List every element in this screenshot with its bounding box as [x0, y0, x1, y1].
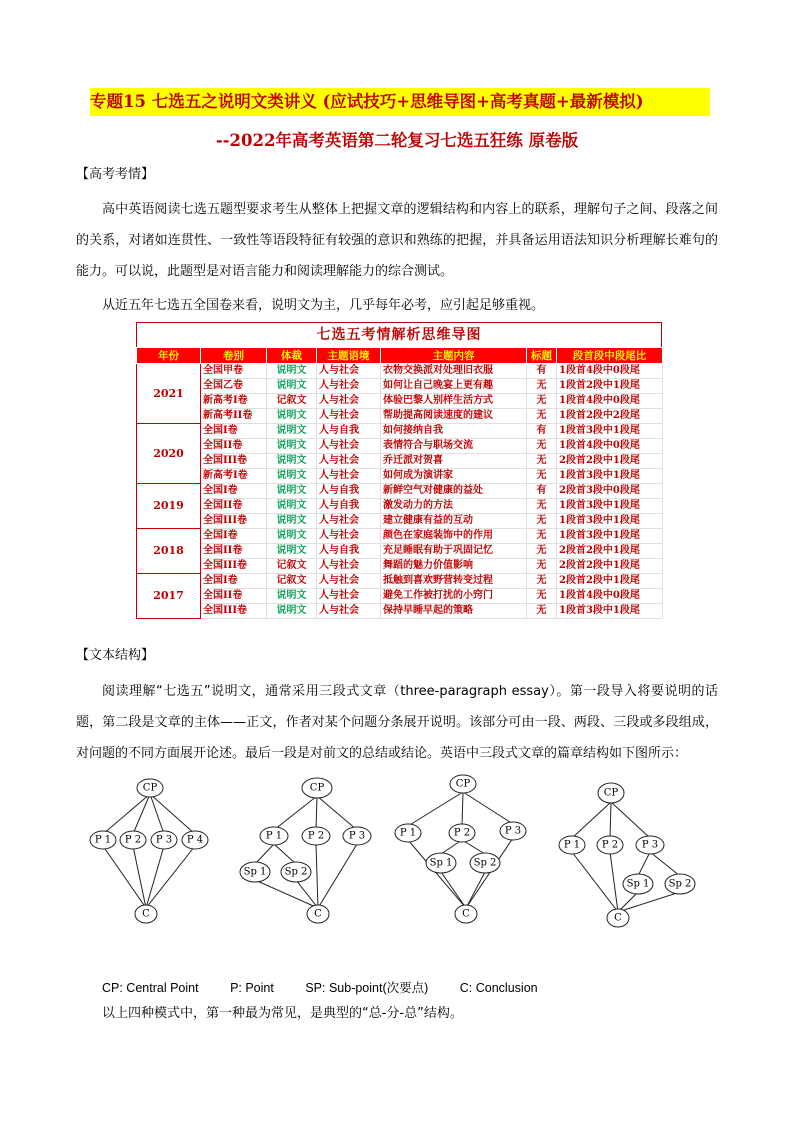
ratio-cell: 1段首4段中0段尾 — [557, 364, 663, 379]
context-cell: 人与自我 — [317, 499, 381, 514]
context-cell: 人与社会 — [317, 364, 381, 379]
context-cell: 人与社会 — [317, 469, 381, 484]
ratio-cell: 2段首3段中0段尾 — [557, 484, 663, 499]
table-row — [137, 394, 663, 409]
topic-cell: 充足睡眠有助于巩固记忆 — [381, 544, 527, 559]
header-genre: 体裁 — [267, 348, 317, 364]
table-row — [137, 469, 663, 484]
d2-p3-label: P 3 — [348, 830, 366, 842]
d3-sp1-label: Sp 1 — [429, 857, 453, 869]
ratio-cell: 2段首2段中1段尾 — [557, 574, 663, 589]
context-cell: 人与社会 — [317, 409, 381, 424]
ratio-cell: 1段首3段中1段尾 — [557, 499, 663, 514]
ratio-cell: 1段首3段中1段尾 — [557, 604, 663, 619]
exam-paragraph-2: 从近五年七选五全国卷来看，说明文为主，几乎每年必考，应引起足够重视。 — [102, 298, 545, 313]
topic-cell: 避免工作被打扰的小窍门 — [381, 589, 527, 604]
legend-cp: CP: Central Point — [102, 981, 199, 995]
table-row — [137, 544, 663, 559]
topic-cell: 舞蹈的魅力价值影响 — [381, 559, 527, 574]
table-body — [137, 364, 663, 619]
context-cell: 人与社会 — [317, 394, 381, 409]
exam-cell: 全国II卷 — [201, 589, 267, 604]
year-cell: 2020 — [137, 424, 201, 484]
header-context: 主题语境 — [317, 348, 381, 364]
legend-sp: SP: Sub-point(次要点) — [305, 981, 429, 995]
exam-cell: 全国II卷 — [201, 439, 267, 454]
table-row — [137, 364, 663, 379]
exam-cell: 新高考I卷 — [201, 469, 267, 484]
structure-heading: 【文本结构】 — [76, 648, 155, 663]
legend-c: C: Conclusion — [459, 981, 538, 995]
exam-cell: 全国I卷 — [201, 529, 267, 544]
ratio-cell: 1段首4段中0段尾 — [557, 589, 663, 604]
genre-cell: 说明文 — [267, 364, 317, 379]
title-flag-cell: 无 — [527, 439, 557, 454]
context-cell: 人与自我 — [317, 544, 381, 559]
d3-c-label: C — [462, 908, 470, 920]
genre-cell: 说明文 — [267, 409, 317, 424]
exam-cell: 全国III卷 — [201, 514, 267, 529]
d4-p2-label: P 2 — [601, 839, 619, 851]
title-flag-cell: 有 — [527, 364, 557, 379]
d4-sp1-label: Sp 1 — [626, 878, 650, 890]
topic-cell: 如何接纳自我 — [381, 424, 527, 439]
ratio-cell: 1段首4段中0段尾 — [557, 394, 663, 409]
diagram-4 — [559, 783, 695, 927]
ratio-cell: 1段首3段中1段尾 — [557, 514, 663, 529]
table-row — [137, 589, 663, 604]
context-cell: 人与自我 — [317, 484, 381, 499]
title-flag-cell: 无 — [527, 379, 557, 394]
topic-cell: 乔迁派对贺喜 — [381, 454, 527, 469]
year-cell: 2018 — [137, 529, 201, 574]
d3-p3-label: P 3 — [504, 825, 522, 837]
ratio-cell: 1段首3段中1段尾 — [557, 529, 663, 544]
ratio-cell: 1段首3段中1段尾 — [557, 469, 663, 484]
table-row — [137, 424, 663, 439]
title-flag-cell: 有 — [527, 424, 557, 439]
context-cell: 人与社会 — [317, 439, 381, 454]
ratio-cell: 1段首2段中2段尾 — [557, 409, 663, 424]
d3-p1-label: P 1 — [399, 827, 417, 839]
exam-cell: 新高考I卷 — [201, 394, 267, 409]
context-cell: 人与社会 — [317, 379, 381, 394]
context-cell: 人与社会 — [317, 574, 381, 589]
ratio-cell: 2段首2段中1段尾 — [557, 544, 663, 559]
title-flag-cell: 无 — [527, 559, 557, 574]
year-cell: 2017 — [137, 574, 201, 619]
d2-p1-label: P 1 — [265, 830, 283, 842]
exam-cell: 全国I卷 — [201, 424, 267, 439]
table-row — [137, 484, 663, 499]
genre-cell: 说明文 — [267, 514, 317, 529]
d4-sp2-label: Sp 2 — [668, 878, 692, 890]
topic-cell: 衣物交换派对处理旧衣服 — [381, 364, 527, 379]
header-topic: 主题内容 — [381, 348, 527, 364]
title-line-1: 专题15 七选五之说明文类讲义 (应试技巧+思维导图+高考真题+最新模拟) — [90, 88, 710, 116]
essay-structure-diagrams — [84, 768, 724, 938]
context-cell: 人与自我 — [317, 424, 381, 439]
context-cell: 人与社会 — [317, 529, 381, 544]
year-cell: 2019 — [137, 484, 201, 529]
d3-cp-label: CP — [455, 778, 471, 790]
title-flag-cell: 无 — [527, 529, 557, 544]
context-cell: 人与社会 — [317, 514, 381, 529]
topic-cell: 抵触到喜欢野营转变过程 — [381, 574, 527, 589]
genre-cell: 说明文 — [267, 604, 317, 619]
table-row — [137, 529, 663, 544]
exam-stats-table — [136, 347, 663, 619]
ratio-cell: 2段首2段中1段尾 — [557, 454, 663, 469]
header-exam: 卷别 — [201, 348, 267, 364]
d1-cp-label: CP — [142, 782, 158, 794]
title-flag-cell: 有 — [527, 484, 557, 499]
title-line-2: --2022年高考英语第二轮复习七选五狂练 原卷版 — [215, 131, 579, 150]
topic-cell: 表情符合与职场交流 — [381, 439, 527, 454]
table-row — [137, 559, 663, 574]
table-header-row — [137, 348, 663, 364]
genre-cell: 说明文 — [267, 469, 317, 484]
d1-p3-label: P 3 — [155, 834, 173, 846]
d2-sp2-label: Sp 2 — [284, 866, 308, 878]
exam-cell: 全国II卷 — [201, 544, 267, 559]
table-row — [137, 574, 663, 589]
genre-cell: 记叙文 — [267, 559, 317, 574]
diagrams-svg — [84, 768, 724, 938]
diagram-2 — [240, 778, 371, 923]
ratio-cell: 1段首4段中0段尾 — [557, 439, 663, 454]
genre-cell: 说明文 — [267, 544, 317, 559]
exam-cell: 全国甲卷 — [201, 364, 267, 379]
exam-cell: 全国III卷 — [201, 604, 267, 619]
d3-sp2-label: Sp 2 — [473, 857, 497, 869]
genre-cell: 说明文 — [267, 589, 317, 604]
exam-cell: 全国I卷 — [201, 574, 267, 589]
title-flag-cell: 无 — [527, 454, 557, 469]
topic-cell: 激发动力的方法 — [381, 499, 527, 514]
d4-c-label: C — [614, 912, 622, 924]
table-row — [137, 454, 663, 469]
context-cell: 人与社会 — [317, 454, 381, 469]
topic-cell: 新鲜空气对健康的益处 — [381, 484, 527, 499]
year-cell: 2021 — [137, 364, 201, 424]
title-flag-cell: 无 — [527, 469, 557, 484]
table-row — [137, 409, 663, 424]
title-flag-cell: 无 — [527, 604, 557, 619]
title-flag-cell: 无 — [527, 514, 557, 529]
diagram-legend — [102, 978, 566, 996]
context-cell: 人与社会 — [317, 589, 381, 604]
genre-cell: 记叙文 — [267, 574, 317, 589]
genre-cell: 说明文 — [267, 484, 317, 499]
genre-cell: 记叙文 — [267, 394, 317, 409]
genre-cell: 说明文 — [267, 439, 317, 454]
context-cell: 人与社会 — [317, 559, 381, 574]
d3-p2-label: P 2 — [453, 827, 471, 839]
genre-cell: 说明文 — [267, 529, 317, 544]
topic-cell: 体验巴黎人别样生活方式 — [381, 394, 527, 409]
table-row — [137, 499, 663, 514]
exam-cell: 新高考II卷 — [201, 409, 267, 424]
d1-p1-label: P 1 — [94, 834, 112, 846]
d2-p2-label: P 2 — [307, 830, 325, 842]
title-flag-cell: 无 — [527, 574, 557, 589]
exam-cell: 全国III卷 — [201, 454, 267, 469]
d4-p3-label: P 3 — [641, 839, 659, 851]
header-year: 年份 — [137, 348, 201, 364]
table-title: 七选五考情解析思维导图 — [136, 322, 662, 347]
context-cell: 人与社会 — [317, 604, 381, 619]
d2-c-label: C — [314, 908, 322, 920]
exam-stats-table-block — [136, 322, 662, 619]
topic-cell: 如何成为演讲家 — [381, 469, 527, 484]
conclusion-text: 以上四种模式中，第一种最为常见，是典型的“总-分-总”结构。 — [102, 1006, 463, 1021]
title-flag-cell: 无 — [527, 544, 557, 559]
d1-p4-label: P 4 — [186, 834, 204, 846]
genre-cell: 说明文 — [267, 499, 317, 514]
title-flag-cell: 无 — [527, 499, 557, 514]
d4-cp-label: CP — [603, 787, 619, 799]
genre-cell: 说明文 — [267, 379, 317, 394]
topic-cell: 建立健康有益的互动 — [381, 514, 527, 529]
exam-cell: 全国I卷 — [201, 484, 267, 499]
title-flag-cell: 无 — [527, 589, 557, 604]
topic-cell: 如何让自己晚宴上更有趣 — [381, 379, 527, 394]
diagram-1 — [90, 779, 208, 923]
d1-p2-label: P 2 — [124, 834, 142, 846]
d1-c-label: C — [142, 908, 150, 920]
d4-p1-label: P 1 — [563, 839, 581, 851]
table-row — [137, 379, 663, 394]
genre-cell: 说明文 — [267, 424, 317, 439]
table-row — [137, 439, 663, 454]
title-flag-cell: 无 — [527, 409, 557, 424]
ratio-cell: 2段首2段中1段尾 — [557, 559, 663, 574]
structure-paragraph: 阅读理解“七选五”说明文，通常采用三段式文章（three-paragraph essay）。第一段导入将要说明的话题，第二段是文章的主体——正文，作者对某个问题分条展开说明。该部分可由一段、两段、三段或多段组成，对问题的不同方面展开论述。最后一段是对前文的总结或结论。英语中三段式文章的篇章结构如下图所示： — [76, 684, 718, 761]
title-flag-cell: 无 — [527, 394, 557, 409]
genre-cell: 说明文 — [267, 454, 317, 469]
exam-cell: 全国II卷 — [201, 499, 267, 514]
table-row — [137, 604, 663, 619]
d2-cp-label: CP — [309, 782, 325, 794]
topic-cell: 颜色在家庭装饰中的作用 — [381, 529, 527, 544]
exam-heading: 【高考考情】 — [76, 167, 155, 182]
table-row — [137, 514, 663, 529]
ratio-cell: 1段首2段中1段尾 — [557, 379, 663, 394]
topic-cell: 保持早睡早起的策略 — [381, 604, 527, 619]
topic-cell: 帮助提高阅读速度的建议 — [381, 409, 527, 424]
exam-paragraph-1: 高中英语阅读七选五题型要求考生从整体上把握文章的逻辑结构和内容上的联系，理解句子之间、段落之间的关系，对诸如连贯性、一致性等语段特征有较强的意识和熟练的把握，并具备运用语法知识分析理解长难句的能力。可以说，此题型是对语言能力和阅读理解能力的综合测试。 — [76, 202, 718, 279]
header-ratio: 段首段中段尾比 — [557, 348, 663, 364]
exam-cell: 全国III卷 — [201, 559, 267, 574]
header-title-flag: 标题 — [527, 348, 557, 364]
ratio-cell: 1段首3段中1段尾 — [557, 424, 663, 439]
exam-cell: 全国乙卷 — [201, 379, 267, 394]
diagram-3 — [395, 775, 526, 923]
d2-sp1-label: Sp 1 — [243, 866, 267, 878]
legend-p: P: Point — [230, 981, 274, 995]
